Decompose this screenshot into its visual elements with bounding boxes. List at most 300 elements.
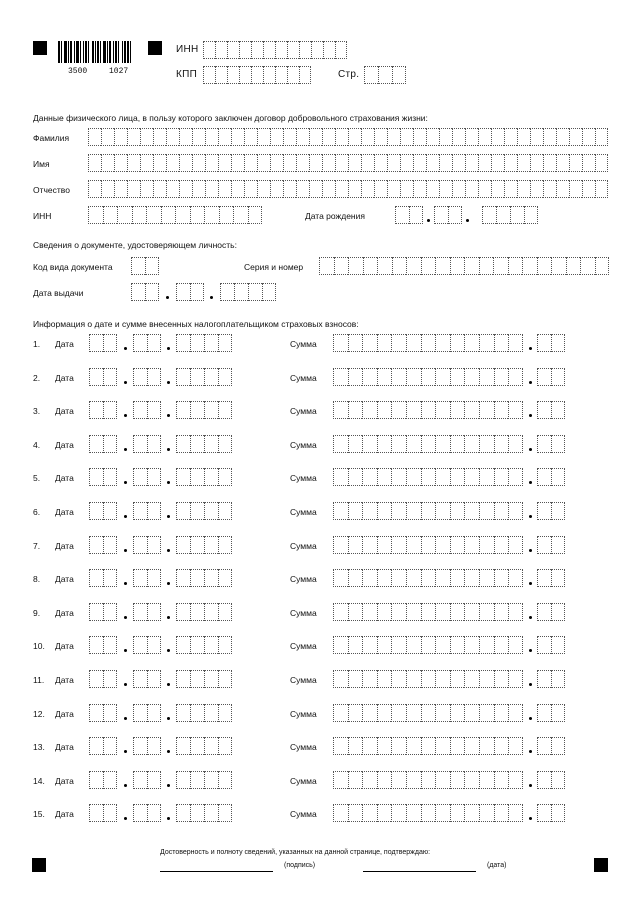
payment-day-field[interactable] <box>89 704 117 722</box>
payment-sum-kopecks-field[interactable] <box>537 502 565 520</box>
input-cell[interactable] <box>348 670 363 688</box>
input-cell[interactable] <box>537 435 551 453</box>
birth-month-field[interactable] <box>434 206 462 224</box>
payment-year-field[interactable] <box>176 737 232 755</box>
input-cell[interactable] <box>287 66 299 84</box>
input-cell[interactable] <box>239 66 251 84</box>
input-cell[interactable] <box>508 603 523 621</box>
input-cell[interactable] <box>537 368 551 386</box>
input-cell[interactable] <box>205 128 218 146</box>
input-cell[interactable] <box>464 334 479 352</box>
payment-sum-rubles-field[interactable] <box>333 569 523 587</box>
input-cell[interactable] <box>556 180 569 198</box>
input-cell[interactable] <box>450 468 465 486</box>
input-cell[interactable] <box>147 771 161 789</box>
payment-month-field[interactable] <box>133 704 161 722</box>
input-cell[interactable] <box>218 368 232 386</box>
input-cell[interactable] <box>335 41 347 59</box>
input-cell[interactable] <box>133 636 147 654</box>
input-cell[interactable] <box>494 771 509 789</box>
input-cell[interactable] <box>464 536 479 554</box>
payment-year-field[interactable] <box>176 334 232 352</box>
input-cell[interactable] <box>257 128 270 146</box>
input-cell[interactable] <box>190 368 204 386</box>
payment-sum-rubles-field[interactable] <box>333 670 523 688</box>
input-cell[interactable] <box>176 536 190 554</box>
input-cell[interactable] <box>192 154 205 172</box>
payment-day-field[interactable] <box>89 502 117 520</box>
input-cell[interactable] <box>450 636 465 654</box>
page-number-field[interactable] <box>364 66 406 84</box>
input-cell[interactable] <box>103 468 117 486</box>
payment-day-field[interactable] <box>89 536 117 554</box>
series-number-field[interactable] <box>319 257 609 275</box>
payment-month-field[interactable] <box>133 401 161 419</box>
name-field[interactable] <box>88 154 608 172</box>
input-cell[interactable] <box>103 569 117 587</box>
input-cell[interactable] <box>524 206 538 224</box>
issue-day-field[interactable] <box>131 283 159 301</box>
input-cell[interactable] <box>517 154 530 172</box>
input-cell[interactable] <box>190 502 204 520</box>
input-cell[interactable] <box>348 180 361 198</box>
input-cell[interactable] <box>333 334 348 352</box>
payment-day-field[interactable] <box>89 771 117 789</box>
input-cell[interactable] <box>406 603 421 621</box>
input-cell[interactable] <box>248 206 263 224</box>
input-cell[interactable] <box>450 804 465 822</box>
input-cell[interactable] <box>537 636 551 654</box>
input-cell[interactable] <box>176 435 190 453</box>
input-cell[interactable] <box>392 257 407 275</box>
input-cell[interactable] <box>204 670 218 688</box>
input-cell[interactable] <box>257 154 270 172</box>
payment-sum-rubles-field[interactable] <box>333 334 523 352</box>
input-cell[interactable] <box>333 569 348 587</box>
input-cell[interactable] <box>421 368 436 386</box>
input-cell[interactable] <box>88 154 101 172</box>
input-cell[interactable] <box>348 128 361 146</box>
input-cell[interactable] <box>296 154 309 172</box>
input-cell[interactable] <box>406 771 421 789</box>
input-cell[interactable] <box>103 401 117 419</box>
payment-sum-kopecks-field[interactable] <box>537 368 565 386</box>
input-cell[interactable] <box>190 771 204 789</box>
issue-year-field[interactable] <box>220 283 276 301</box>
input-cell[interactable] <box>421 401 436 419</box>
input-cell[interactable] <box>89 435 103 453</box>
input-cell[interactable] <box>478 128 491 146</box>
input-cell[interactable] <box>491 128 504 146</box>
input-cell[interactable] <box>335 154 348 172</box>
input-cell[interactable] <box>464 502 479 520</box>
input-cell[interactable] <box>127 154 140 172</box>
input-cell[interactable] <box>362 804 377 822</box>
input-cell[interactable] <box>333 368 348 386</box>
input-cell[interactable] <box>147 368 161 386</box>
input-cell[interactable] <box>153 154 166 172</box>
input-cell[interactable] <box>248 283 262 301</box>
input-cell[interactable] <box>192 180 205 198</box>
input-cell[interactable] <box>537 334 551 352</box>
input-cell[interactable] <box>551 771 565 789</box>
payment-year-field[interactable] <box>176 636 232 654</box>
input-cell[interactable] <box>218 502 232 520</box>
input-cell[interactable] <box>147 569 161 587</box>
input-cell[interactable] <box>334 257 349 275</box>
input-cell[interactable] <box>409 206 423 224</box>
input-cell[interactable] <box>508 771 523 789</box>
input-cell[interactable] <box>421 569 436 587</box>
input-cell[interactable] <box>435 737 450 755</box>
payment-sum-kopecks-field[interactable] <box>537 334 565 352</box>
input-cell[interactable] <box>435 401 450 419</box>
input-cell[interactable] <box>361 154 374 172</box>
input-cell[interactable] <box>190 603 204 621</box>
input-cell[interactable] <box>231 154 244 172</box>
input-cell[interactable] <box>452 180 465 198</box>
payment-sum-rubles-field[interactable] <box>333 502 523 520</box>
input-cell[interactable] <box>103 603 117 621</box>
input-cell[interactable] <box>133 704 147 722</box>
input-cell[interactable] <box>508 334 523 352</box>
input-cell[interactable] <box>551 334 565 352</box>
input-cell[interactable] <box>556 154 569 172</box>
input-cell[interactable] <box>133 368 147 386</box>
payment-month-field[interactable] <box>133 334 161 352</box>
input-cell[interactable] <box>391 468 406 486</box>
input-cell[interactable] <box>551 603 565 621</box>
input-cell[interactable] <box>406 401 421 419</box>
input-cell[interactable] <box>234 283 248 301</box>
payment-month-field[interactable] <box>133 536 161 554</box>
input-cell[interactable] <box>387 180 400 198</box>
input-cell[interactable] <box>508 804 523 822</box>
input-cell[interactable] <box>176 737 190 755</box>
input-cell[interactable] <box>556 128 569 146</box>
input-cell[interactable] <box>551 257 566 275</box>
input-cell[interactable] <box>464 804 479 822</box>
input-cell[interactable] <box>190 206 205 224</box>
input-cell[interactable] <box>244 154 257 172</box>
input-cell[interactable] <box>133 401 147 419</box>
payment-year-field[interactable] <box>176 536 232 554</box>
input-cell[interactable] <box>406 569 421 587</box>
input-cell[interactable] <box>478 180 491 198</box>
input-cell[interactable] <box>103 704 117 722</box>
input-cell[interactable] <box>176 603 190 621</box>
input-cell[interactable] <box>537 804 551 822</box>
input-cell[interactable] <box>551 536 565 554</box>
payment-sum-rubles-field[interactable] <box>333 401 523 419</box>
birth-year-field[interactable] <box>482 206 538 224</box>
input-cell[interactable] <box>133 569 147 587</box>
input-cell[interactable] <box>551 636 565 654</box>
input-cell[interactable] <box>479 737 494 755</box>
input-cell[interactable] <box>190 569 204 587</box>
input-cell[interactable] <box>287 41 299 59</box>
input-cell[interactable] <box>361 128 374 146</box>
input-cell[interactable] <box>190 804 204 822</box>
payment-sum-rubles-field[interactable] <box>333 804 523 822</box>
input-cell[interactable] <box>218 536 232 554</box>
input-cell[interactable] <box>362 636 377 654</box>
input-cell[interactable] <box>361 180 374 198</box>
payment-sum-kopecks-field[interactable] <box>537 435 565 453</box>
payment-sum-kopecks-field[interactable] <box>537 603 565 621</box>
input-cell[interactable] <box>204 334 218 352</box>
input-cell[interactable] <box>204 771 218 789</box>
input-cell[interactable] <box>435 468 450 486</box>
input-cell[interactable] <box>517 128 530 146</box>
input-cell[interactable] <box>89 603 103 621</box>
input-cell[interactable] <box>522 257 537 275</box>
input-cell[interactable] <box>362 468 377 486</box>
input-cell[interactable] <box>450 670 465 688</box>
input-cell[interactable] <box>176 636 190 654</box>
input-cell[interactable] <box>117 206 132 224</box>
input-cell[interactable] <box>263 41 275 59</box>
input-cell[interactable] <box>145 283 159 301</box>
payment-month-field[interactable] <box>133 502 161 520</box>
input-cell[interactable] <box>89 704 103 722</box>
input-cell[interactable] <box>323 41 335 59</box>
input-cell[interactable] <box>421 257 436 275</box>
input-cell[interactable] <box>479 502 494 520</box>
input-cell[interactable] <box>421 435 436 453</box>
input-cell[interactable] <box>204 636 218 654</box>
input-cell[interactable] <box>231 128 244 146</box>
input-cell[interactable] <box>479 670 494 688</box>
payment-year-field[interactable] <box>176 435 232 453</box>
input-cell[interactable] <box>450 737 465 755</box>
input-cell[interactable] <box>333 804 348 822</box>
input-cell[interactable] <box>283 154 296 172</box>
payment-sum-rubles-field[interactable] <box>333 737 523 755</box>
input-cell[interactable] <box>391 435 406 453</box>
input-cell[interactable] <box>494 569 509 587</box>
payment-day-field[interactable] <box>89 401 117 419</box>
input-cell[interactable] <box>190 401 204 419</box>
input-cell[interactable] <box>204 206 219 224</box>
input-cell[interactable] <box>508 435 523 453</box>
input-cell[interactable] <box>551 468 565 486</box>
input-cell[interactable] <box>215 66 227 84</box>
input-cell[interactable] <box>362 670 377 688</box>
input-cell[interactable] <box>88 128 101 146</box>
input-cell[interactable] <box>244 180 257 198</box>
input-cell[interactable] <box>508 670 523 688</box>
input-cell[interactable] <box>89 334 103 352</box>
input-cell[interactable] <box>133 603 147 621</box>
input-cell[interactable] <box>387 154 400 172</box>
input-cell[interactable] <box>147 670 161 688</box>
input-cell[interactable] <box>218 804 232 822</box>
input-cell[interactable] <box>103 502 117 520</box>
input-cell[interactable] <box>132 206 147 224</box>
input-cell[interactable] <box>494 704 509 722</box>
input-cell[interactable] <box>494 368 509 386</box>
patronymic-field[interactable] <box>88 180 608 198</box>
input-cell[interactable] <box>296 128 309 146</box>
input-cell[interactable] <box>494 435 509 453</box>
input-cell[interactable] <box>362 603 377 621</box>
input-cell[interactable] <box>257 180 270 198</box>
input-cell[interactable] <box>299 66 311 84</box>
input-cell[interactable] <box>190 536 204 554</box>
input-cell[interactable] <box>204 737 218 755</box>
input-cell[interactable] <box>464 737 479 755</box>
payment-sum-rubles-field[interactable] <box>333 771 523 789</box>
signature-line[interactable] <box>160 871 273 872</box>
input-cell[interactable] <box>103 435 117 453</box>
input-cell[interactable] <box>508 502 523 520</box>
input-cell[interactable] <box>190 435 204 453</box>
input-cell[interactable] <box>494 468 509 486</box>
input-cell[interactable] <box>479 401 494 419</box>
input-cell[interactable] <box>133 502 147 520</box>
input-cell[interactable] <box>465 154 478 172</box>
input-cell[interactable] <box>348 401 363 419</box>
payment-year-field[interactable] <box>176 603 232 621</box>
payment-month-field[interactable] <box>133 603 161 621</box>
input-cell[interactable] <box>391 502 406 520</box>
input-cell[interactable] <box>220 283 234 301</box>
input-cell[interactable] <box>147 737 161 755</box>
input-cell[interactable] <box>582 180 595 198</box>
input-cell[interactable] <box>537 771 551 789</box>
input-cell[interactable] <box>582 128 595 146</box>
input-cell[interactable] <box>309 154 322 172</box>
input-cell[interactable] <box>595 154 608 172</box>
input-cell[interactable] <box>348 468 363 486</box>
input-cell[interactable] <box>190 737 204 755</box>
input-cell[interactable] <box>421 670 436 688</box>
input-cell[interactable] <box>504 128 517 146</box>
person-inn-field[interactable] <box>88 206 262 224</box>
payment-sum-rubles-field[interactable] <box>333 603 523 621</box>
payment-sum-rubles-field[interactable] <box>333 704 523 722</box>
input-cell[interactable] <box>322 128 335 146</box>
input-cell[interactable] <box>595 128 608 146</box>
input-cell[interactable] <box>333 502 348 520</box>
input-cell[interactable] <box>435 636 450 654</box>
input-cell[interactable] <box>270 154 283 172</box>
surname-field[interactable] <box>88 128 608 146</box>
input-cell[interactable] <box>508 536 523 554</box>
input-cell[interactable] <box>362 368 377 386</box>
input-cell[interactable] <box>530 154 543 172</box>
payment-year-field[interactable] <box>176 804 232 822</box>
input-cell[interactable] <box>88 180 101 198</box>
payment-year-field[interactable] <box>176 771 232 789</box>
input-cell[interactable] <box>319 257 334 275</box>
input-cell[interactable] <box>479 257 494 275</box>
input-cell[interactable] <box>450 435 465 453</box>
input-cell[interactable] <box>176 334 190 352</box>
input-cell[interactable] <box>147 704 161 722</box>
input-cell[interactable] <box>176 704 190 722</box>
input-cell[interactable] <box>391 334 406 352</box>
input-cell[interactable] <box>435 771 450 789</box>
input-cell[interactable] <box>203 66 215 84</box>
input-cell[interactable] <box>218 704 232 722</box>
input-cell[interactable] <box>153 180 166 198</box>
input-cell[interactable] <box>377 468 392 486</box>
input-cell[interactable] <box>133 334 147 352</box>
input-cell[interactable] <box>421 636 436 654</box>
input-cell[interactable] <box>133 771 147 789</box>
input-cell[interactable] <box>190 670 204 688</box>
input-cell[interactable] <box>127 128 140 146</box>
payment-year-field[interactable] <box>176 569 232 587</box>
input-cell[interactable] <box>147 603 161 621</box>
input-cell[interactable] <box>227 66 239 84</box>
payment-month-field[interactable] <box>133 569 161 587</box>
payment-year-field[interactable] <box>176 368 232 386</box>
input-cell[interactable] <box>464 468 479 486</box>
input-cell[interactable] <box>537 257 552 275</box>
input-cell[interactable] <box>494 737 509 755</box>
input-cell[interactable] <box>348 154 361 172</box>
input-cell[interactable] <box>392 66 406 84</box>
input-cell[interactable] <box>569 128 582 146</box>
input-cell[interactable] <box>176 569 190 587</box>
input-cell[interactable] <box>377 569 392 587</box>
input-cell[interactable] <box>275 41 287 59</box>
payment-month-field[interactable] <box>133 670 161 688</box>
input-cell[interactable] <box>494 804 509 822</box>
input-cell[interactable] <box>387 128 400 146</box>
input-cell[interactable] <box>309 180 322 198</box>
input-cell[interactable] <box>494 536 509 554</box>
input-cell[interactable] <box>176 468 190 486</box>
input-cell[interactable] <box>147 636 161 654</box>
input-cell[interactable] <box>251 66 263 84</box>
input-cell[interactable] <box>204 368 218 386</box>
payment-sum-rubles-field[interactable] <box>333 368 523 386</box>
input-cell[interactable] <box>348 257 363 275</box>
input-cell[interactable] <box>493 257 508 275</box>
input-cell[interactable] <box>494 334 509 352</box>
input-cell[interactable] <box>450 704 465 722</box>
input-cell[interactable] <box>494 603 509 621</box>
input-cell[interactable] <box>391 636 406 654</box>
input-cell[interactable] <box>434 206 448 224</box>
input-cell[interactable] <box>333 670 348 688</box>
input-cell[interactable] <box>508 468 523 486</box>
input-cell[interactable] <box>421 502 436 520</box>
input-cell[interactable] <box>227 41 239 59</box>
input-cell[interactable] <box>537 603 551 621</box>
input-cell[interactable] <box>114 128 127 146</box>
input-cell[interactable] <box>140 180 153 198</box>
input-cell[interactable] <box>270 180 283 198</box>
input-cell[interactable] <box>465 180 478 198</box>
input-cell[interactable] <box>145 257 159 275</box>
input-cell[interactable] <box>551 435 565 453</box>
input-cell[interactable] <box>450 257 465 275</box>
input-cell[interactable] <box>179 154 192 172</box>
input-cell[interactable] <box>362 569 377 587</box>
input-cell[interactable] <box>406 435 421 453</box>
payment-sum-kopecks-field[interactable] <box>537 771 565 789</box>
input-cell[interactable] <box>270 128 283 146</box>
input-cell[interactable] <box>391 368 406 386</box>
input-cell[interactable] <box>464 771 479 789</box>
input-cell[interactable] <box>479 804 494 822</box>
input-cell[interactable] <box>406 334 421 352</box>
